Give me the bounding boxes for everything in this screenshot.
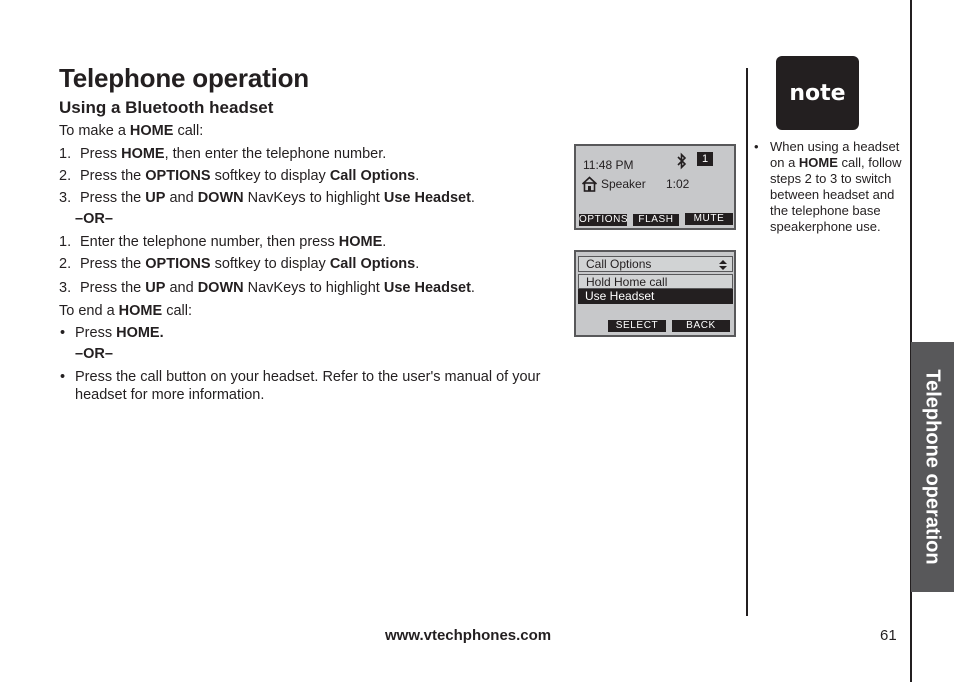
- step-a3: Press the UP and DOWN NavKeys to highlight Use Headset.: [80, 190, 475, 206]
- step-a2-number: 2.: [59, 168, 72, 184]
- step-a1-number: 1.: [59, 146, 72, 162]
- footer-url: www.vtechphones.com: [385, 627, 552, 644]
- step-b2: Press the OPTIONS softkey to display Call Options.: [80, 256, 420, 272]
- step-a3-number: 3.: [59, 190, 72, 206]
- chapter-tab-label: Telephone operation: [921, 369, 944, 565]
- bullet-2-line1: Press the call button on your headset. Refer to the user's manual of your: [75, 369, 541, 385]
- handset-screen-call-options: [574, 250, 736, 337]
- step-b1: Enter the telephone number, then press HOME.: [80, 234, 387, 250]
- step-b3-number: 3.: [59, 280, 72, 296]
- softkey-back[interactable]: BACK: [672, 320, 730, 332]
- note-text: When using a headset on a HOME call, follow steps 2 to 3 to switch between headset and the telephone base speakerphone use.: [770, 139, 902, 234]
- softkey-flash[interactable]: FLASH: [633, 214, 679, 226]
- step-a2: Press the OPTIONS softkey to display Call Options.: [80, 168, 420, 184]
- time-display: 11:48 PM: [583, 158, 634, 172]
- bullet-1-marker: •: [60, 325, 66, 341]
- note-badge: note: [776, 56, 859, 130]
- step-b1-number: 1.: [59, 234, 72, 250]
- step-b2-number: 2.: [59, 256, 72, 272]
- bluetooth-icon: [676, 152, 688, 175]
- column-divider: [746, 68, 748, 616]
- menu-header-label: Call Options: [586, 257, 652, 271]
- call-status: Speaker: [601, 177, 646, 191]
- page-number: 61: [880, 627, 897, 644]
- or-separator-1: –OR–: [75, 211, 113, 227]
- call-duration: 1:02: [666, 177, 690, 191]
- softkey-select[interactable]: SELECT: [608, 320, 666, 332]
- menu-header: [578, 256, 733, 272]
- softkey-options[interactable]: OPTIONS: [579, 214, 629, 225]
- or-separator-2: –OR–: [75, 346, 113, 362]
- bullet-2-line2: headset for more information.: [75, 387, 265, 403]
- handset-screen-call: [574, 144, 736, 230]
- end-call-text: To end a HOME call:: [59, 303, 192, 319]
- menu-item-hold[interactable]: Hold Home call: [578, 274, 733, 289]
- line-indicator: 1: [697, 152, 713, 166]
- page-title: Telephone operation: [59, 63, 309, 93]
- scroll-arrows-icon: [718, 259, 728, 275]
- step-b3: Press the UP and DOWN NavKeys to highlight Use Headset.: [80, 280, 475, 296]
- section-subtitle: Using a Bluetooth headset: [59, 98, 274, 117]
- menu-item-use-headset[interactable]: Use Headset: [578, 289, 733, 304]
- note-bullet: •: [754, 139, 759, 154]
- home-icon: [581, 176, 598, 197]
- bullet-1: Press HOME.: [75, 325, 164, 341]
- intro-text: To make a HOME call:: [59, 123, 204, 139]
- softkey-mute[interactable]: MUTE: [685, 213, 733, 225]
- step-a1: Press HOME, then enter the telephone number.: [80, 146, 387, 162]
- bullet-2-marker: •: [60, 369, 66, 385]
